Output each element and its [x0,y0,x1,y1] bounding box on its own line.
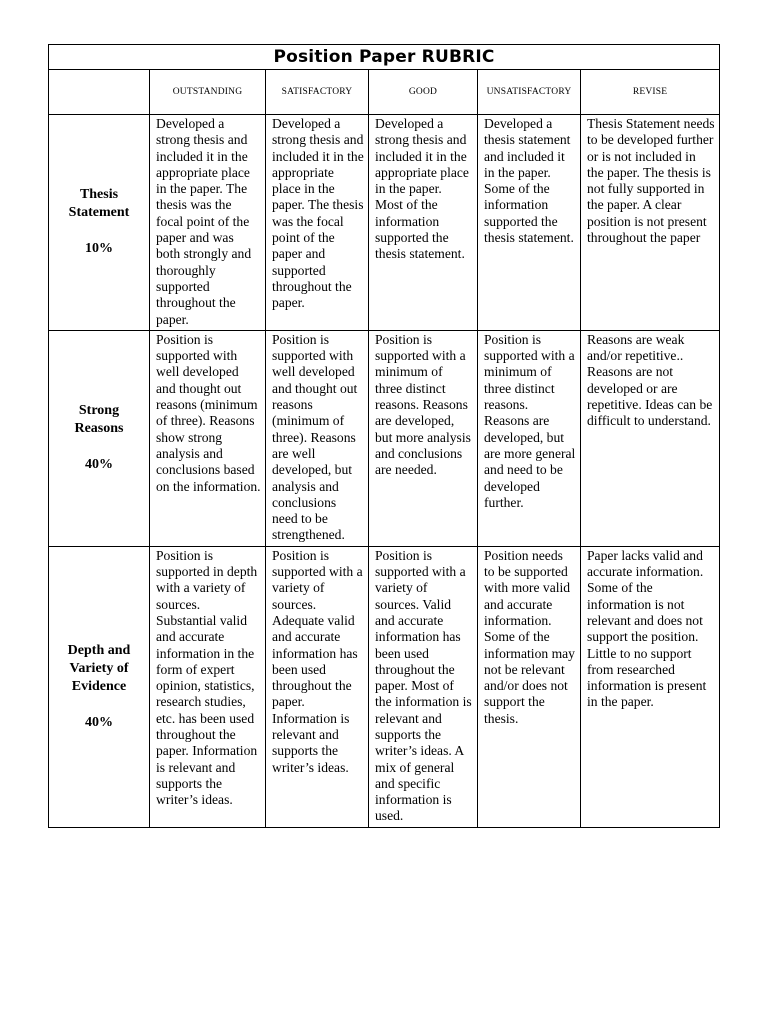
header-criterion-blank [49,70,150,115]
criterion-label: Thesis Statement [68,187,130,221]
rubric-title: Position Paper RUBRIC [49,45,720,70]
rubric-cell-satisfactory: Position is supported with a variety of sources. Adequate valid and accurate information has been used throughout the paper. Information is relevant and supports the writer’s ideas. [266,546,369,827]
header-row [49,70,720,115]
rubric-table [48,44,720,828]
table-row-thesis-statement [49,115,720,331]
criterion-cell [49,330,150,546]
rubric-cell-satisfactory: Position is supported with well developed and thought out reasons (minimum of three). Reasons are well developed, but analysis and conclusions need to be strengthened. [266,330,369,546]
rubric-cell-good: Developed a strong thesis and included it in the appropriate place in the paper. Most of the information supported the thesis statement. [369,115,478,331]
criterion-label: Depth and Variety of Evidence [67,642,131,694]
criterion-label: Strong Reasons [74,403,124,437]
rubric-cell-unsatisfactory: Position needs to be supported with more valid and accurate information. Some of the information may not be relevant and/or does not support the thesis. [478,546,581,827]
rubric-cell-outstanding: Developed a strong thesis and included it in the appropriate place in the paper. The thesis was the focal point of the paper and was both strongly and thoroughly supported throughout the paper. [150,115,266,331]
rubric-cell-unsatisfactory: Developed a thesis statement and included it in the paper. Some of the information supported the thesis statement. [478,115,581,331]
header-revise: REVISE [581,70,720,115]
rubric-cell-revise: Thesis Statement needs to be developed further or is not included in the paper. The thesis is not fully supported in the paper. A clear position is not present throughout the paper [581,115,720,331]
rubric-cell-revise: Paper lacks valid and accurate information. Some of the information is not relevant and does not support the position. Little to no support from researched information is present in the paper. [581,546,720,827]
rubric-cell-revise: Reasons are weak and/or repetitive.. Reasons are not developed or are repetitive. Ideas can be difficult to understand. [581,330,720,546]
criterion-weight: 40% [85,457,113,473]
rubric-cell-outstanding: Position is supported in depth with a variety of sources. Substantial valid and accurate information in the form of expert opinion, statistics, research studies, etc. has been used throughout the paper. Information is relevant and supports the writer’s ideas. [150,546,266,827]
table-row-depth-variety-evidence [49,546,720,827]
rubric-cell-unsatisfactory: Position is supported with a minimum of three distinct reasons. Reasons are developed, but are more general and need to be developed further. [478,330,581,546]
rubric-cell-good: Position is supported with a variety of sources. Valid and accurate information has been used throughout the paper. Most of the information is relevant and supports the writer’s ideas. A mix of general and specific information is used. [369,546,478,827]
header-satisfactory: SATISFACTORY [266,70,369,115]
rubric-cell-satisfactory: Developed a strong thesis and included it in the appropriate place in the paper. The thesis was the focal point of the paper and supported throughout the paper. [266,115,369,331]
header-unsatisfactory: UNSATISFACTORY [478,70,581,115]
criterion-cell [49,115,150,331]
rubric-cell-good: Position is supported with a minimum of three distinct reasons. Reasons are developed, but more analysis and conclusions are needed. [369,330,478,546]
title-row [49,45,720,70]
header-outstanding: OUTSTANDING [150,70,266,115]
table-row-strong-reasons [49,330,720,546]
criterion-weight: 10% [85,241,113,257]
rubric-cell-outstanding: Position is supported with well developed and thought out reasons (minimum of three). Reasons show strong analysis and conclusions based on the information. [150,330,266,546]
criterion-cell [49,546,150,827]
criterion-weight: 40% [85,714,113,730]
header-good: GOOD [369,70,478,115]
